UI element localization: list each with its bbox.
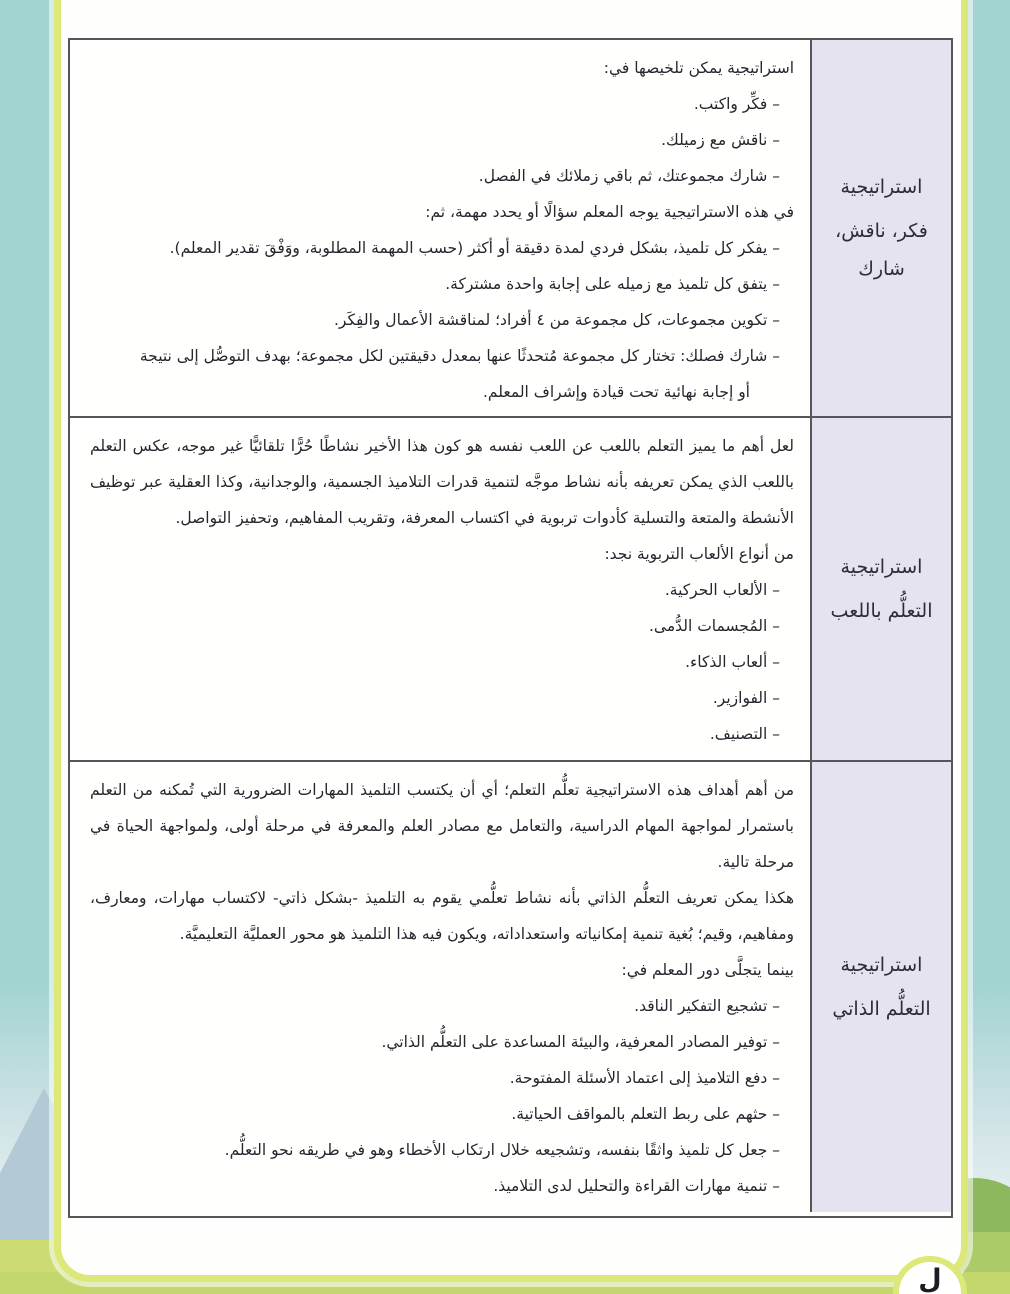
content-bullet-line: – حثهم على ربط التعلم بالمواقف الحياتية. — [511, 1105, 780, 1123]
table-row — [70, 762, 951, 1212]
strategy-cell — [810, 762, 951, 1212]
content-bullet-line: – فكِّر واكتب. — [693, 95, 780, 113]
content-paragraph: في هذه الاستراتيجية يوجه المعلم سؤالًا أو يحدد مهمة، ثم: — [425, 203, 794, 221]
content-bullet-line: – ألعاب الذكاء. — [685, 653, 780, 671]
content-paragraph: بينما يتجلَّى دور المعلم في: — [621, 961, 794, 979]
content-bullet-line: – يتفق كل تلميذ مع زميله على إجابة واحدة مشتركة. — [445, 275, 780, 293]
table-row — [70, 40, 951, 418]
content-paragraph: من أنواع الألعاب التربوية نجد: — [604, 545, 794, 563]
content-bullet-line: – تكوين مجموعات، كل مجموعة من ٤ أفراد؛ لمناقشة الأعمال والفِكَر. — [333, 311, 780, 329]
content-bullet-line: أو إجابة نهائية تحت قيادة وإشراف المعلم. — [483, 383, 750, 401]
content-bullet-line: – دفع التلاميذ إلى اعتماد الأسئلة المفتوحة. — [509, 1069, 780, 1087]
strategy-label: استراتيجية — [840, 176, 923, 198]
strategies-table — [68, 38, 953, 1218]
content-bullet-line: – الألعاب الحركية. — [664, 581, 780, 599]
content-bullet-line: – ناقش مع زميلك. — [661, 131, 780, 149]
content-cell — [70, 418, 810, 760]
content-cell — [70, 40, 810, 416]
content-cell — [70, 762, 810, 1212]
content-paragraph: هكذا يمكن تعريف التعلُّم الذاتي بأنه نشاط تعلُّمي يقوم به التلميذ -بشكل ذاتي- لاكتساب مهارات، ومعارف، ومفاهيم، وقيم؛ بُغية تنمية إمكانياته واستعداداته، ويكون فيه هذا التلميذ هو محور العمليَّة التعليميَّة. — [90, 889, 794, 943]
content-bullet-line: – يفكر كل تلميذ، بشكل فردي لمدة دقيقة أو أكثر (حسب المهمة المطلوبة، ووَفْقَ تقدير المعلم). — [169, 239, 780, 257]
content-bullet-line: – تنمية مهارات القراءة والتحليل لدى التلاميذ. — [493, 1177, 780, 1195]
content-bullet-line: – شارك مجموعتك، ثم باقي زملائك في الفصل. — [478, 167, 780, 185]
content-paragraph: من أهم أهداف هذه الاستراتيجية تعلُّم التعلم؛ أي أن يكتسب التلميذ المهارات الضرورية التي تُمكنه من التعلم باستمرار لمواجهة المهام الدراسية، والتعامل مع مصادر العلم والمعرفة في مرحلة أولى، ولمواجهة الحياة في مرحلة تالية. — [90, 781, 794, 871]
content-bullet-line: – المُجسمات الدُّمى. — [648, 617, 780, 635]
table-row — [70, 418, 951, 762]
strategy-label: التعلُّم الذاتي — [832, 998, 931, 1020]
strategy-cell — [810, 40, 951, 416]
content-paragraph: استراتيجية يمكن تلخيصها في: — [603, 59, 794, 77]
strategy-label: استراتيجية — [840, 556, 923, 578]
content-bullet-line: – شارك فصلك: تختار كل مجموعة مُتحدثًا عنها بمعدل دقيقتين لكل مجموعة؛ بهدف التوصُّل إلى نتيجة — [139, 347, 780, 365]
strategy-label: استراتيجية — [840, 954, 923, 976]
strategy-label: فكر، ناقش، شارك — [835, 220, 928, 280]
content-paragraph: لعل أهم ما يميز التعلم باللعب عن اللعب نفسه هو كون هذا الأخير نشاطًا حُرًّا تلقائيًّا غير موجه، عكس التعلم باللعب الذي يمكن تعريفه بأنه نشاط موجَّه لتنمية قدرات التلاميذ الجسمية، والوجدانية، وكذا العقلية عبر توظيف الأنشطة والمتعة والتسلية كأدوات تربوية في اكتساب المعرفة، وتقريب المفاهيم، وتحفيز التواصل. — [90, 437, 794, 527]
content-bullet-line: – التصنيف. — [709, 725, 780, 743]
content-bullet-line: – توفير المصادر المعرفية، والبيئة المساعدة على التعلُّم الذاتي. — [381, 1033, 780, 1051]
strategy-cell — [810, 418, 951, 760]
strategy-label: التعلُّم باللعب — [830, 600, 933, 622]
page-marker-letter: ل — [918, 1264, 942, 1294]
content-bullet-line: – تشجيع التفكير الناقد. — [634, 997, 780, 1015]
content-bullet-line: – جعل كل تلميذ واثقًا بنفسه، وتشجيعه خلال ارتكاب الأخطاء وهو في طريقه نحو التعلُّم. — [224, 1141, 780, 1159]
content-bullet-line: – الفوازير. — [712, 689, 780, 707]
